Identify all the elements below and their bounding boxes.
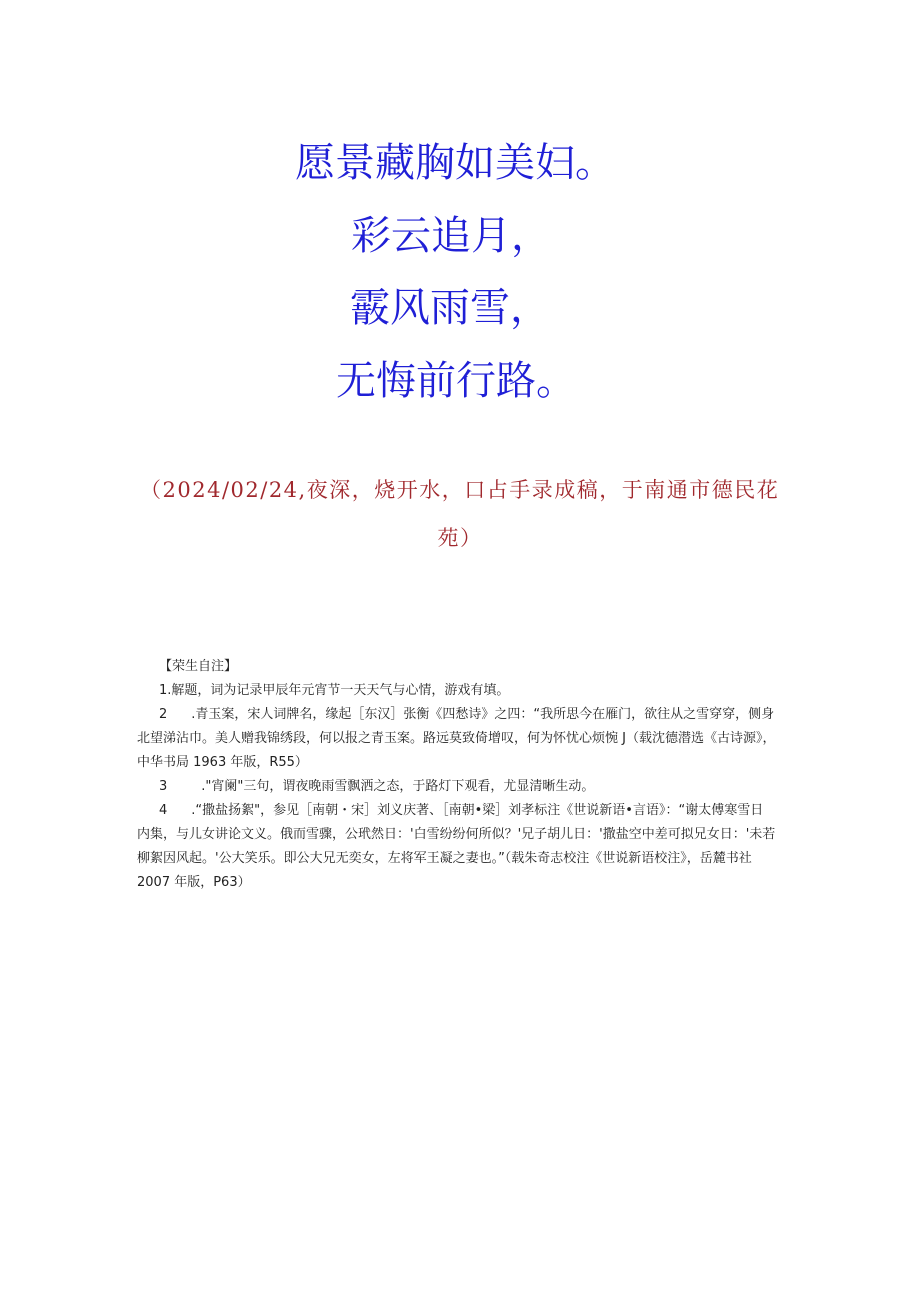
note-4-line-1	[137, 799, 797, 823]
note-4-text: .“撒盐扬絮"，参见［南朝・宋］刘义庆著、［南朝•梁］刘孝标注《世说新语•言语》：“谢太傅寒雪日	[191, 803, 764, 818]
poem-line-1: 愿景藏胸如美妇。	[295, 140, 615, 186]
notes-heading: 【荣生自注】	[159, 659, 238, 674]
poem-line-4: 无悔前行路。	[336, 358, 576, 404]
date-note-line-1: （2024/02/24,夜深，烧开水，口占手录成稿，于南通市德民花	[140, 478, 780, 502]
note-2-text: .青玉案，宋人词牌名，缘起［东汉］张衡《四愁诗》之四：“我所思今在雁门，欲往从之雪穿穿，侧身	[191, 707, 775, 722]
note-4-line-2: 内集，与儿女讲论文义。俄而雪骤，公玳然日：'白雪纷纷何所似？'兄子胡儿日：'撒盐空中差可拟兄女日：'未若	[137, 827, 776, 842]
note-4-line-4: 2007 年版，P63）	[137, 875, 251, 890]
date-note-line-2: 苑）	[437, 526, 483, 550]
note-2-line-1	[137, 703, 797, 727]
author-notes	[137, 655, 797, 895]
note-1: 1.解题，词为记录甲辰年元宵节一天天气与心情，游戏有填。	[159, 683, 510, 698]
note-3-line-1	[137, 775, 797, 799]
note-3-number: 3	[159, 779, 168, 794]
note-4-number: 4	[159, 803, 168, 818]
note-2-number: 2	[159, 707, 168, 722]
note-3-text: ."宵阑"三句，谓夜晚雨雪飘洒之态，于路灯下观看，尤显清晰生动。	[201, 779, 595, 794]
poem-line-3: 霰风雨雪，	[350, 285, 550, 331]
note-2-line-3: 中华书局 1963 年版，R55）	[137, 755, 308, 770]
poem-line-2: 彩云追月，	[351, 213, 551, 259]
note-4-line-3: 柳絮因风起。'公大笑乐。即公大兄无奕女，左将军王凝之妻也。”（载朱奇志校注《世说新语校注》，岳麓书社	[137, 851, 752, 866]
note-2-line-2: 北望涕沾巾。美人赠我锦绣段，何以报之青玉案。路远莫致倚增叹，何为怀忧心烦惋 J（载沈德潜选《古诗源》，	[137, 731, 776, 746]
